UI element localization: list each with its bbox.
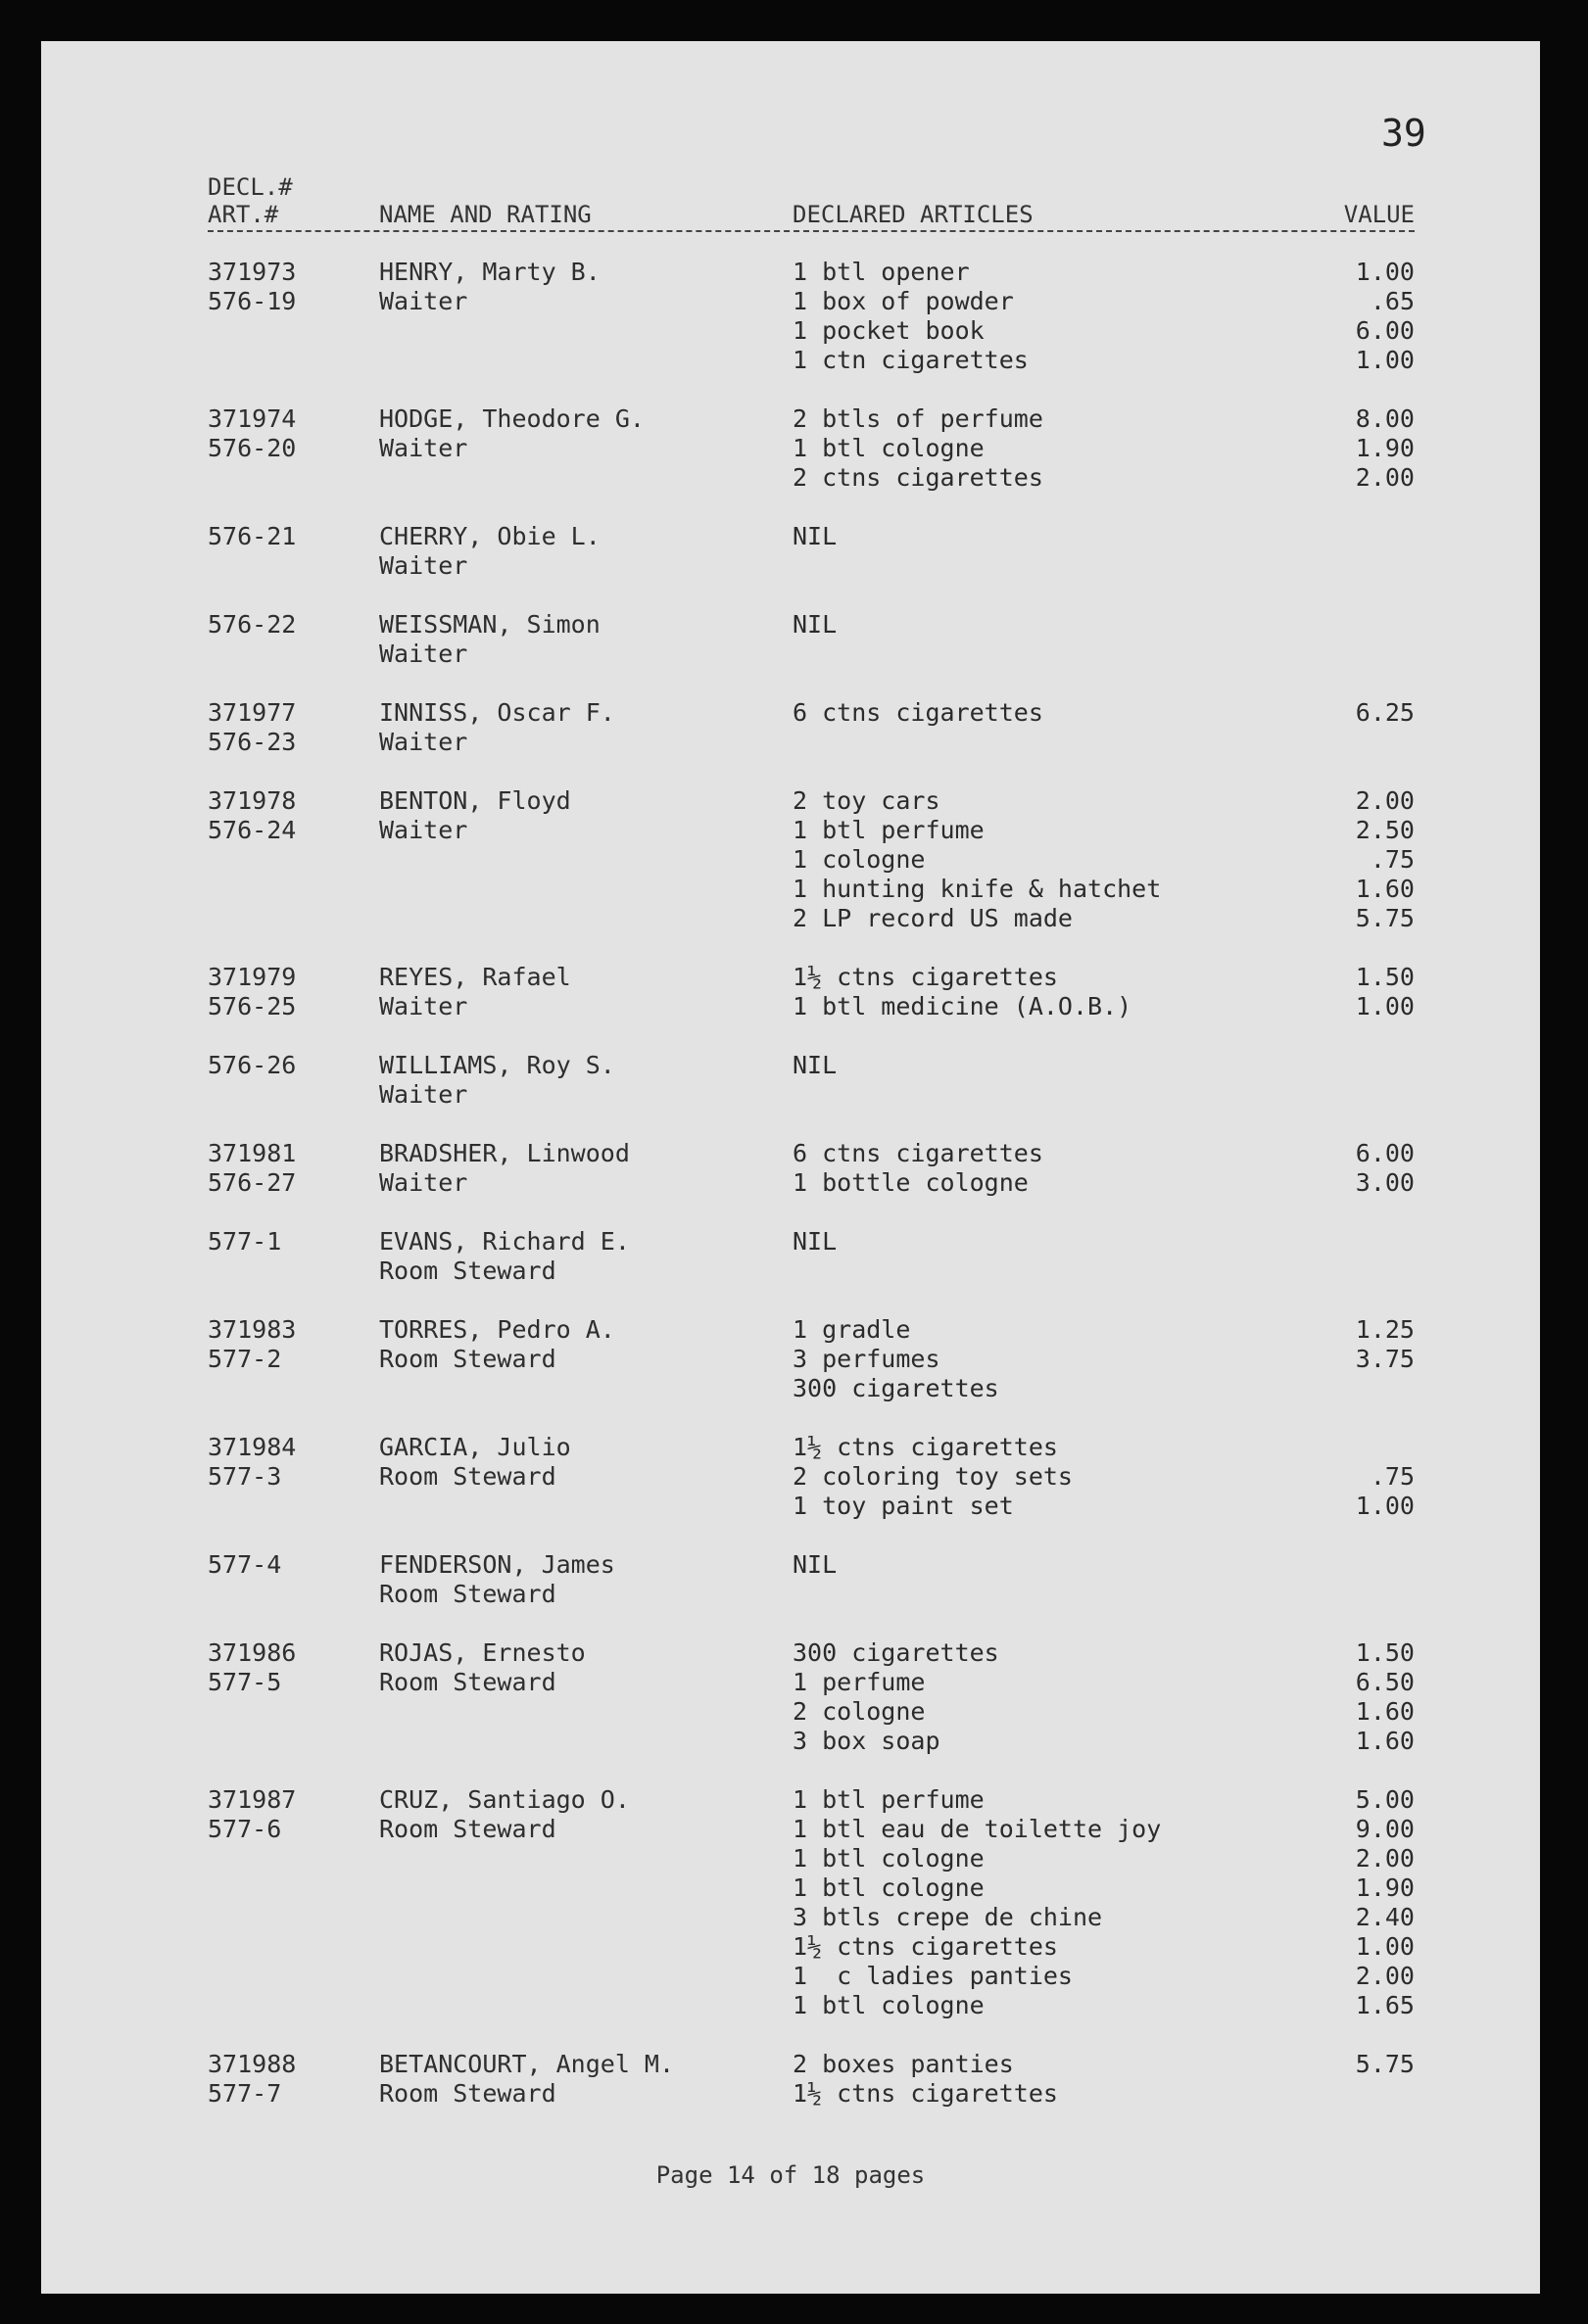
declared-item — [793, 1374, 1415, 1403]
decl-number: 371979 — [208, 963, 297, 991]
item-value: 2.00 — [1355, 1962, 1415, 1990]
declared-item — [793, 963, 1415, 992]
spacer-row — [793, 728, 1415, 757]
item-value: 1.50 — [1355, 1638, 1415, 1667]
entry-name-rating — [379, 404, 791, 463]
declared-items — [793, 1051, 1415, 1110]
declared-items — [793, 610, 1415, 669]
entry-numbers — [208, 258, 379, 316]
item-value: 1.90 — [1355, 1873, 1415, 1902]
entry-name-rating — [379, 1638, 791, 1697]
crew-name: GARCIA, Julio — [379, 1433, 571, 1461]
declared-item — [793, 1315, 1415, 1345]
crew-name: CHERRY, Obie L. — [379, 522, 601, 550]
declaration-entry — [208, 404, 1415, 493]
item-description: 1½ ctns cigarettes — [793, 963, 1058, 991]
item-value: 1.00 — [1355, 258, 1415, 286]
item-value: 9.00 — [1355, 1815, 1415, 1843]
declaration-entry — [208, 963, 1415, 1021]
entry-name-rating — [379, 1315, 791, 1374]
declared-item — [793, 1051, 1415, 1080]
item-value: 8.00 — [1355, 404, 1415, 433]
item-value: 6.25 — [1355, 698, 1415, 727]
crew-rating: Waiter — [379, 640, 468, 668]
item-description: 1 ctn cigarettes — [793, 346, 1029, 374]
item-value: 2.40 — [1355, 1903, 1415, 1931]
declaration-entry — [208, 1227, 1415, 1286]
declared-item — [793, 522, 1415, 551]
item-description: 1½ ctns cigarettes — [793, 1932, 1058, 1961]
crew-name: CRUZ, Santiago O. — [379, 1785, 630, 1814]
item-value: 1.50 — [1355, 963, 1415, 991]
declared-item — [793, 904, 1415, 933]
crew-rating: Room Steward — [379, 1462, 556, 1491]
declared-item — [793, 1492, 1415, 1521]
item-value: 2.00 — [1355, 463, 1415, 492]
declared-item — [793, 1785, 1415, 1815]
page-number: 39 — [1381, 112, 1426, 155]
item-description: 1 box of powder — [793, 287, 1014, 315]
declared-items — [793, 1433, 1415, 1521]
item-description: 3 perfumes — [793, 1345, 940, 1373]
entry-name-rating — [379, 2050, 791, 2109]
crew-rating: Waiter — [379, 992, 468, 1020]
crew-name: WILLIAMS, Roy S. — [379, 1051, 615, 1079]
declaration-list — [208, 258, 1415, 2138]
item-description: NIL — [793, 1051, 838, 1079]
item-value: 1.25 — [1355, 1315, 1415, 1344]
declared-item — [793, 316, 1415, 346]
entry-name-rating — [379, 786, 791, 845]
declared-items — [793, 258, 1415, 375]
item-description: 2 LP record US made — [793, 904, 1073, 932]
declared-item — [793, 786, 1415, 816]
item-value: 5.75 — [1355, 904, 1415, 932]
crew-name: HODGE, Theodore G. — [379, 404, 645, 433]
entry-numbers — [208, 1433, 379, 1492]
declared-item — [793, 610, 1415, 640]
declared-items — [793, 1139, 1415, 1198]
art-number: 577-7 — [208, 2079, 282, 2108]
declared-item — [793, 434, 1415, 463]
declaration-entry — [208, 2050, 1415, 2109]
crew-rating: Room Steward — [379, 1257, 556, 1285]
art-number: 577-6 — [208, 1815, 282, 1843]
item-description: 1 bottle cologne — [793, 1168, 1029, 1197]
declared-items — [793, 698, 1415, 757]
spacer-row — [793, 640, 1415, 669]
crew-name: INNISS, Oscar F. — [379, 698, 615, 727]
item-value: 5.75 — [1355, 2050, 1415, 2078]
item-description: 1 btl cologne — [793, 434, 985, 462]
crew-rating: Waiter — [379, 434, 468, 462]
page-footer: Page 14 of 18 pages — [655, 2161, 926, 2189]
item-description: 1 btl perfume — [793, 816, 985, 844]
declaration-entry — [208, 522, 1415, 581]
declared-item — [793, 1844, 1415, 1873]
art-number: 576-25 — [208, 992, 297, 1020]
crew-rating: Waiter — [379, 1080, 468, 1109]
item-value: .75 — [1370, 845, 1415, 874]
item-description: 6 ctns cigarettes — [793, 1139, 1043, 1167]
item-value: 3.75 — [1355, 1345, 1415, 1373]
crew-name: FENDERSON, James — [379, 1550, 615, 1579]
declaration-entry — [208, 1638, 1415, 1756]
item-description: NIL — [793, 610, 838, 639]
item-description: 1½ ctns cigarettes — [793, 1433, 1058, 1461]
declared-item — [793, 2050, 1415, 2079]
item-description: NIL — [793, 1550, 838, 1579]
declared-item — [793, 1727, 1415, 1756]
entry-numbers — [208, 2050, 379, 2109]
item-description: 1½ ctns cigarettes — [793, 2079, 1058, 2108]
declared-item — [793, 404, 1415, 434]
entry-numbers — [208, 1638, 379, 1697]
declaration-entry — [208, 258, 1415, 375]
declared-items — [793, 1638, 1415, 1756]
art-number: 576-22 — [208, 610, 297, 639]
decl-number: 371978 — [208, 786, 297, 815]
item-description: 1 hunting knife & hatchet — [793, 875, 1162, 903]
decl-number: 371988 — [208, 2050, 297, 2078]
declaration-entry — [208, 786, 1415, 933]
declared-items — [793, 963, 1415, 1021]
decl-number: 371974 — [208, 404, 297, 433]
art-number: 576-21 — [208, 522, 297, 550]
item-description: 1 btl cologne — [793, 1844, 985, 1873]
item-value: 2.00 — [1355, 786, 1415, 815]
item-value: 1.00 — [1355, 346, 1415, 374]
spacer-row — [793, 551, 1415, 581]
item-value: 6.00 — [1355, 316, 1415, 345]
item-value: .75 — [1370, 1462, 1415, 1491]
item-description: 1 btl medicine (A.O.B.) — [793, 992, 1132, 1020]
declared-item — [793, 346, 1415, 375]
declared-item — [793, 287, 1415, 316]
item-description: 1 c ladies panties — [793, 1962, 1073, 1990]
declared-item — [793, 1873, 1415, 1903]
declared-items — [793, 404, 1415, 493]
item-value: 1.90 — [1355, 434, 1415, 462]
item-value: 1.65 — [1355, 1991, 1415, 2019]
item-description: 1 perfume — [793, 1668, 926, 1696]
item-description: 2 coloring toy sets — [793, 1462, 1073, 1491]
decl-number: 371986 — [208, 1638, 297, 1667]
entry-name-rating — [379, 963, 791, 1021]
item-description: 2 toy cars — [793, 786, 940, 815]
item-value: .65 — [1370, 287, 1415, 315]
decl-number: 371987 — [208, 1785, 297, 1814]
declaration-entry — [208, 1785, 1415, 2020]
header-art-label: ART.# — [208, 201, 279, 228]
entry-name-rating — [379, 522, 791, 581]
crew-rating: Waiter — [379, 1168, 468, 1197]
header-value: VALUE — [1343, 201, 1415, 228]
item-value: 6.50 — [1355, 1668, 1415, 1696]
declared-item — [793, 1168, 1415, 1198]
crew-rating: Room Steward — [379, 1580, 556, 1608]
item-description: NIL — [793, 522, 838, 550]
item-description: 3 btls crepe de chine — [793, 1903, 1103, 1931]
header-declared-articles: DECLARED ARTICLES — [793, 201, 1034, 228]
item-value: 3.00 — [1355, 1168, 1415, 1197]
crew-rating: Room Steward — [379, 2079, 556, 2108]
entry-numbers — [208, 1227, 379, 1257]
art-number: 576-20 — [208, 434, 297, 462]
art-number: 577-5 — [208, 1668, 282, 1696]
declared-items — [793, 1785, 1415, 2020]
item-description: 2 cologne — [793, 1697, 926, 1726]
declared-items — [793, 2050, 1415, 2109]
declaration-entry — [208, 1550, 1415, 1609]
declared-item — [793, 1638, 1415, 1668]
item-description: 300 cigarettes — [793, 1638, 999, 1667]
declared-item — [793, 1903, 1415, 1932]
entry-numbers — [208, 1315, 379, 1374]
item-description: 2 boxes panties — [793, 2050, 1014, 2078]
declared-item — [793, 1668, 1415, 1697]
entry-name-rating — [379, 258, 791, 316]
art-number: 577-4 — [208, 1550, 282, 1579]
declared-item — [793, 1433, 1415, 1462]
entry-numbers — [208, 1785, 379, 1844]
entry-numbers — [208, 404, 379, 463]
art-number: 577-2 — [208, 1345, 282, 1373]
declaration-entry — [208, 698, 1415, 757]
spacer-row — [793, 1257, 1415, 1286]
entry-name-rating — [379, 1139, 791, 1198]
header-name-rating: NAME AND RATING — [379, 201, 592, 228]
crew-name: BENTON, Floyd — [379, 786, 571, 815]
crew-rating: Room Steward — [379, 1345, 556, 1373]
crew-rating: Waiter — [379, 551, 468, 580]
decl-number: 371981 — [208, 1139, 297, 1167]
entry-name-rating — [379, 1227, 791, 1286]
item-description: 1 btl cologne — [793, 1991, 985, 2019]
declared-item — [793, 845, 1415, 875]
decl-number: 371983 — [208, 1315, 297, 1344]
declared-item — [793, 1932, 1415, 1962]
item-value: 2.50 — [1355, 816, 1415, 844]
item-value: 2.00 — [1355, 1844, 1415, 1873]
item-value: 1.00 — [1355, 1492, 1415, 1520]
crew-name: EVANS, Richard E. — [379, 1227, 630, 1256]
declared-item — [793, 992, 1415, 1021]
declared-item — [793, 1991, 1415, 2020]
crew-name: BRADSHER, Linwood — [379, 1139, 630, 1167]
declared-items — [793, 786, 1415, 933]
crew-rating: Waiter — [379, 816, 468, 844]
item-description: 1 btl perfume — [793, 1785, 985, 1814]
declared-item — [793, 1227, 1415, 1257]
item-value: 1.00 — [1355, 992, 1415, 1020]
item-value: 1.60 — [1355, 1697, 1415, 1726]
entry-name-rating — [379, 1051, 791, 1110]
crew-name: HENRY, Marty B. — [379, 258, 601, 286]
declared-item — [793, 258, 1415, 287]
declaration-entry — [208, 1051, 1415, 1110]
item-description: 2 btls of perfume — [793, 404, 1043, 433]
item-description: 300 cigarettes — [793, 1374, 999, 1402]
decl-number: 371973 — [208, 258, 297, 286]
declared-item — [793, 1697, 1415, 1727]
column-header-row — [208, 201, 1415, 232]
item-description: 1 btl cologne — [793, 1873, 985, 1902]
declared-item — [793, 1462, 1415, 1492]
spacer-row — [793, 1080, 1415, 1110]
declaration-entry — [208, 610, 1415, 669]
item-description: 6 ctns cigarettes — [793, 698, 1043, 727]
decl-number: 371984 — [208, 1433, 297, 1461]
art-number: 576-23 — [208, 728, 297, 756]
declared-item — [793, 698, 1415, 728]
crew-name: REYES, Rafael — [379, 963, 571, 991]
crew-rating: Room Steward — [379, 1668, 556, 1696]
entry-numbers — [208, 610, 379, 640]
item-value: 1.00 — [1355, 1932, 1415, 1961]
item-description: 1 toy paint set — [793, 1492, 1014, 1520]
crew-rating: Room Steward — [379, 1815, 556, 1843]
spacer-row — [793, 1580, 1415, 1609]
crew-rating: Waiter — [379, 728, 468, 756]
art-number: 576-19 — [208, 287, 297, 315]
item-value: 1.60 — [1355, 875, 1415, 903]
item-description: 1 cologne — [793, 845, 926, 874]
item-description: 2 ctns cigarettes — [793, 463, 1043, 492]
entry-name-rating — [379, 1433, 791, 1492]
entry-numbers — [208, 522, 379, 551]
declared-item — [793, 463, 1415, 493]
declared-item — [793, 1139, 1415, 1168]
entry-name-rating — [379, 698, 791, 757]
declaration-entry — [208, 1315, 1415, 1403]
declared-item — [793, 1815, 1415, 1844]
item-value: 6.00 — [1355, 1139, 1415, 1167]
art-number: 577-3 — [208, 1462, 282, 1491]
item-value: 1.60 — [1355, 1727, 1415, 1755]
art-number: 576-27 — [208, 1168, 297, 1197]
item-description: 1 pocket book — [793, 316, 985, 345]
declared-item — [793, 1345, 1415, 1374]
declared-items — [793, 1227, 1415, 1286]
entry-name-rating — [379, 610, 791, 669]
declaration-entry — [208, 1433, 1415, 1521]
decl-number: 371977 — [208, 698, 297, 727]
item-description: 1 btl eau de toilette joy — [793, 1815, 1162, 1843]
item-value: 5.00 — [1355, 1785, 1415, 1814]
header-decl-label: DECL.# — [208, 173, 293, 201]
declared-item — [793, 1962, 1415, 1991]
declared-item — [793, 2079, 1415, 2109]
art-number: 576-26 — [208, 1051, 297, 1079]
crew-name: BETANCOURT, Angel M. — [379, 2050, 675, 2078]
declared-items — [793, 522, 1415, 581]
declared-items — [793, 1315, 1415, 1403]
item-description: 3 box soap — [793, 1727, 940, 1755]
art-number: 576-24 — [208, 816, 297, 844]
entry-name-rating — [379, 1785, 791, 1844]
crew-name: TORRES, Pedro A. — [379, 1315, 615, 1344]
item-description: 1 gradle — [793, 1315, 911, 1344]
item-description: 1 btl opener — [793, 258, 970, 286]
entry-numbers — [208, 786, 379, 845]
entry-numbers — [208, 1550, 379, 1580]
entry-name-rating — [379, 1550, 791, 1609]
entry-numbers — [208, 1051, 379, 1080]
crew-name: ROJAS, Ernesto — [379, 1638, 586, 1667]
document-page — [41, 41, 1540, 2294]
art-number: 577-1 — [208, 1227, 282, 1256]
declared-item — [793, 875, 1415, 904]
entry-numbers — [208, 963, 379, 1021]
entry-numbers — [208, 698, 379, 757]
declared-item — [793, 816, 1415, 845]
declared-items — [793, 1550, 1415, 1609]
crew-rating: Waiter — [379, 287, 468, 315]
crew-name: WEISSMAN, Simon — [379, 610, 601, 639]
declared-item — [793, 1550, 1415, 1580]
item-description: NIL — [793, 1227, 838, 1256]
entry-numbers — [208, 1139, 379, 1198]
declaration-entry — [208, 1139, 1415, 1198]
